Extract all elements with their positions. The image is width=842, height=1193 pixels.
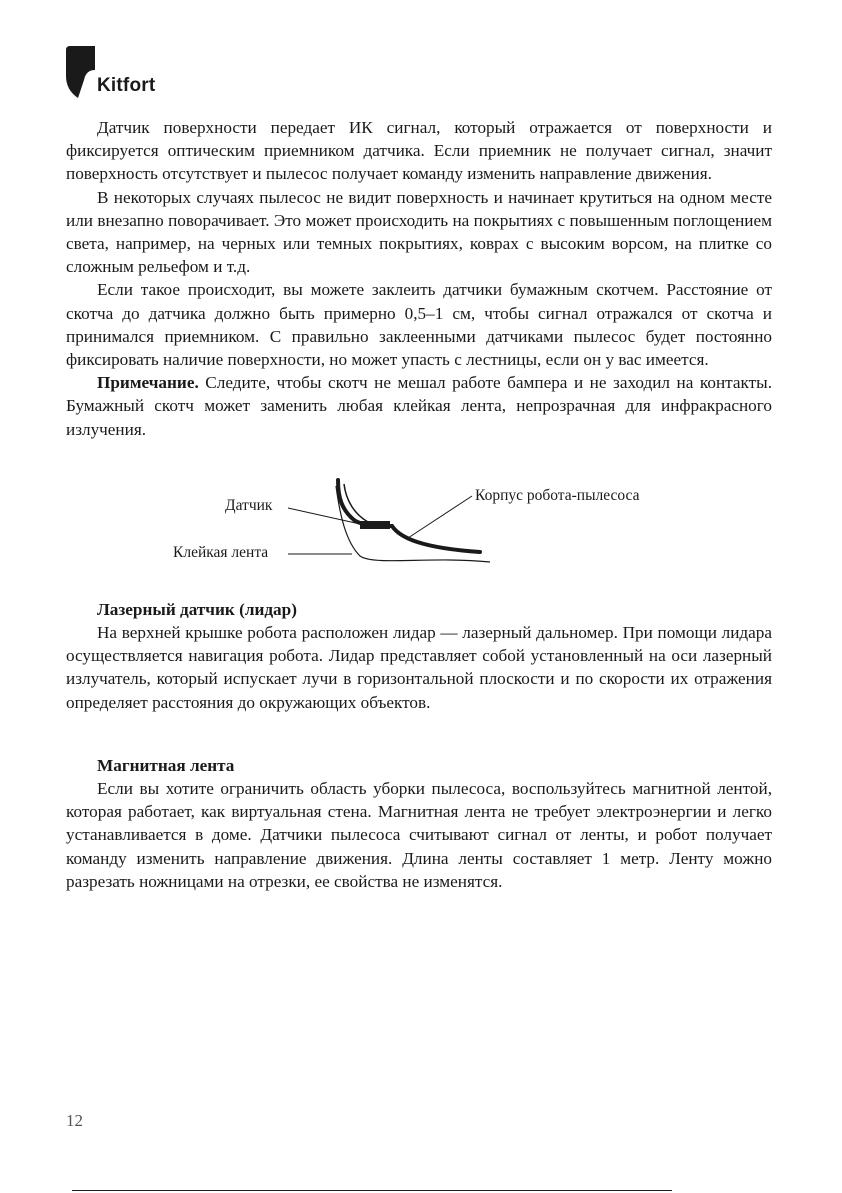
bottom-rule xyxy=(72,1190,672,1191)
label-tape: Клейкая лента xyxy=(173,544,269,561)
note-label: Примечание. xyxy=(97,373,199,393)
leader-body xyxy=(408,496,472,538)
label-sensor: Датчик xyxy=(225,497,273,514)
magnet-text xyxy=(66,777,772,893)
section-title-magnet: Магнитная лента xyxy=(97,756,235,775)
lidar-text xyxy=(66,621,772,714)
section-title-lidar: Лазерный датчик (лидар) xyxy=(97,600,297,619)
paragraph: Датчик поверхности передает ИК сигнал, который отражается от поверхности и фиксируется оптическим приемником датчика. Если приемник не получает сигнал, значит поверхность отсутствует и пылесос получает команду изменить направление движения. xyxy=(66,118,772,184)
label-robot-body: Корпус робота-пылесоса xyxy=(475,487,640,504)
brand-name: Kitfort xyxy=(97,75,156,96)
note-text: Следите, чтобы скотч не мешал работе бампера и не заходил на контакты. Бумажный скотч может заменить любая клейкая лента, непрозрачная для инфракрасного излучения. xyxy=(66,373,772,439)
intro-text xyxy=(66,116,772,441)
page-number: 12 xyxy=(66,1111,83,1130)
paragraph: Если вы хотите ограничить область уборки пылесоса, воспользуйтесь магнитной лентой, которая работает, как виртуальная стена. Магнитная лента не требует электроэнергии и легко устанавливается в доме. Датчики пылесоса считывают сигнал от ленты, и робот получает команду изменить направление движения. Длина ленты составляет 1 метр. Ленту можно разрезать ножницами на отрезки, ее свойства не изменятся. xyxy=(66,779,772,891)
paragraph: В некоторых случаях пылесос не видит поверхность и начинает крутиться на одном месте или внезапно поворачивает. Это может происходить на покрытиях с повышенным поглощением света, например, на черных или темных покрытиях, коврах с высоким ворсом, на плитке со сложным рельефом и т.д. xyxy=(66,187,772,277)
paragraph: Если такое происходит, вы можете заклеить датчики бумажным скотчем. Расстояние от скотча до датчика должно быть примерно 0,5–1 см, чтобы сигнал отражался от скотча и принимался приемником. С правильно заклеенными датчиками пылесос будет постоянно фиксировать наличие поверхности, но может упасть с лестницы, если он у вас имеется. xyxy=(66,280,772,370)
paragraph: На верхней крышке робота расположен лидар — лазерный дальномер. При помощи лидара осуществляется навигация робота. Лидар представляет собой установленный на оси лазерный излучатель, который испускает лучи в горизонтальной плоскости и по скорости их отражения определяет расстояния до окружающих объектов. xyxy=(66,623,772,712)
sensor-tape-diagram xyxy=(160,476,680,576)
sensor-block xyxy=(360,521,390,529)
kitfort-logo-icon xyxy=(66,46,96,98)
note-paragraph xyxy=(66,371,772,441)
brand-logo xyxy=(66,46,186,98)
